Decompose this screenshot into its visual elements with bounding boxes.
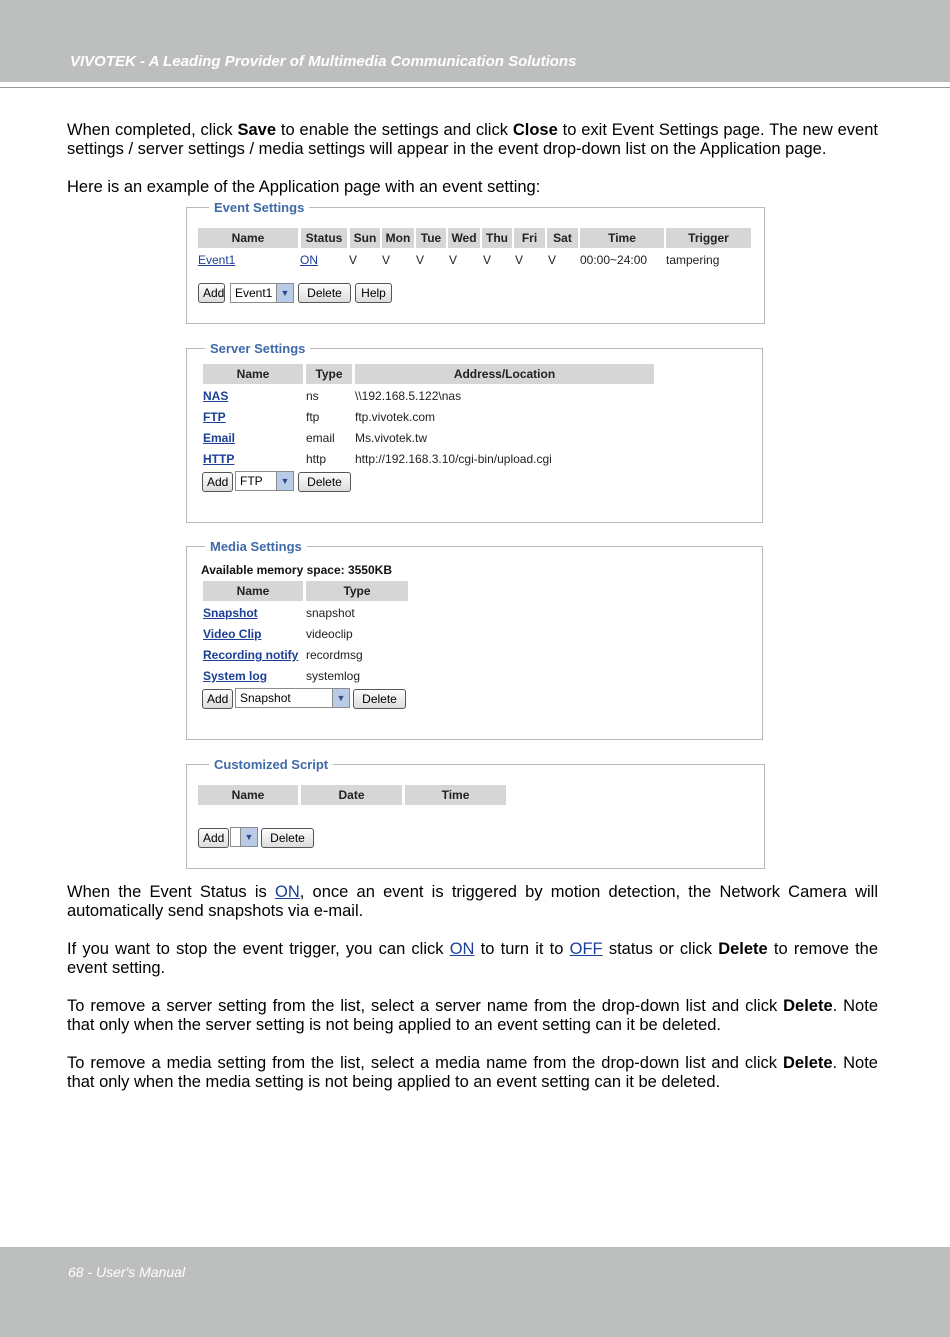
server-address: http://192.168.3.10/cgi-bin/upload.cgi [355, 452, 552, 466]
server-select[interactable] [235, 471, 294, 491]
col-header-date: Date [301, 785, 402, 805]
media-select[interactable] [235, 688, 350, 708]
script-add-button[interactable]: Add [198, 828, 229, 848]
example-caption: Here is an example of the Application page with an event setting: [67, 178, 541, 196]
media-name-link[interactable]: Video Clip [203, 627, 262, 641]
note-text: To remove a server setting from the list, select a server name from the drop-down list and click [67, 997, 784, 1015]
media-add-button[interactable]: Add [202, 689, 233, 709]
server-name-link[interactable]: Email [203, 431, 236, 445]
server-address: \\192.168.5.122\nas [355, 389, 462, 403]
intro-text-1: When completed, click [67, 121, 238, 139]
customized-script-title: Customized Script [214, 757, 329, 772]
col-header-status: Status [301, 228, 347, 248]
note-text: When the Event Status is [67, 883, 275, 901]
server-select-value: FTP [240, 474, 263, 488]
server-add-button[interactable]: Add [202, 472, 233, 492]
chevron-down-icon: ▼ [276, 472, 293, 490]
server-type: http [306, 452, 327, 466]
off-link[interactable]: OFF [569, 940, 603, 958]
delete-keyword: Delete [783, 1054, 833, 1072]
on-link[interactable]: ON [449, 940, 475, 958]
note-remove-media [67, 1054, 878, 1092]
media-name-link[interactable]: Recording notify [203, 648, 299, 662]
col-header-name: Name [198, 785, 298, 805]
day-tue: V [416, 253, 425, 267]
note-text: to turn it to [474, 940, 570, 958]
event-trigger: tampering [666, 253, 720, 267]
note-text: . Note that only when the server setting is not being applied to an event setting can it be deleted. [67, 997, 878, 1034]
note-remove-server [67, 997, 878, 1035]
day-mon: V [382, 253, 391, 267]
col-header-address: Address/Location [355, 364, 654, 384]
event-time: 00:00~24:00 [580, 253, 648, 267]
server-address: Ms.vivotek.tw [355, 431, 428, 445]
col-header-trigger: Trigger [666, 228, 751, 248]
day-thu: V [483, 253, 492, 267]
col-header-type: Type [306, 364, 352, 384]
script-select[interactable] [230, 827, 258, 847]
header-title: VIVOTEK - A Leading Provider of Multimedia Communication Solutions [70, 53, 577, 70]
col-header-sat: Sat [547, 228, 578, 248]
col-header-time: Time [405, 785, 506, 805]
col-header-wed: Wed [448, 228, 480, 248]
event-settings-title: Event Settings [214, 200, 305, 215]
day-sun: V [349, 253, 358, 267]
server-name-link[interactable]: HTTP [203, 452, 235, 466]
media-type: snapshot [306, 606, 355, 620]
col-header-name: Name [203, 364, 303, 384]
col-header-type: Type [306, 581, 408, 601]
media-select-value: Snapshot [240, 691, 291, 705]
event-select-value: Event1 [235, 286, 273, 300]
delete-keyword: Delete [783, 997, 833, 1015]
day-sat: V [548, 253, 557, 267]
event-delete-button[interactable]: Delete [298, 283, 351, 303]
col-header-fri: Fri [514, 228, 545, 248]
script-select-value [231, 830, 235, 844]
memory-info: Available memory space: 3550KB [201, 563, 392, 577]
server-type: ns [306, 389, 319, 403]
page-footer [0, 1247, 950, 1337]
note-text: , once an event is triggered by motion detection, the Network Camera will automatically send snapshots via e-mail. [67, 883, 878, 920]
col-header-mon: Mon [382, 228, 414, 248]
media-type: systemlog [306, 669, 361, 683]
note-text: status or click [602, 940, 719, 958]
media-delete-button[interactable]: Delete [353, 689, 406, 709]
note-text: If you want to stop the event trigger, you can click [67, 940, 450, 958]
event-add-button[interactable]: Add [198, 283, 225, 303]
note-text: To remove a media setting from the list, select a media name from the drop-down list and click [67, 1054, 784, 1072]
save-keyword: Save [237, 121, 277, 139]
col-header-tue: Tue [416, 228, 446, 248]
note-stop-trigger [67, 940, 878, 978]
event-status-link[interactable]: ON [300, 253, 318, 267]
day-fri: V [515, 253, 524, 267]
note-text: to remove the event setting. [67, 940, 879, 977]
intro-text-2: to enable the settings and click [276, 121, 513, 139]
close-keyword: Close [512, 121, 558, 139]
server-settings-title: Server Settings [210, 341, 306, 356]
server-type: ftp [306, 410, 320, 424]
chevron-down-icon: ▼ [240, 828, 257, 846]
event-select[interactable] [230, 283, 294, 303]
chevron-down-icon: ▼ [276, 284, 293, 302]
col-header-name: Name [198, 228, 298, 248]
event-help-button[interactable]: Help [355, 283, 392, 303]
col-header-time: Time [580, 228, 664, 248]
col-header-thu: Thu [482, 228, 512, 248]
day-wed: V [449, 253, 458, 267]
event-name-link[interactable]: Event1 [198, 253, 236, 267]
server-address: ftp.vivotek.com [355, 410, 436, 424]
on-link[interactable]: ON [275, 883, 300, 901]
media-name-link[interactable]: System log [203, 669, 268, 683]
intro-text-3: to exit Event Settings page. The new event settings / server settings / media settings will appear in the event drop-down list on the Application page. [67, 121, 878, 158]
page-header [0, 0, 950, 82]
media-settings-title: Media Settings [210, 539, 302, 554]
note-text: . Note that only when the media setting is not being applied to an event setting can it be deleted. [67, 1054, 878, 1091]
chevron-down-icon: ▼ [332, 689, 349, 707]
server-type: email [306, 431, 335, 445]
header-divider [0, 87, 950, 88]
intro-paragraph [67, 121, 878, 159]
server-name-link[interactable]: FTP [203, 410, 226, 424]
media-type: videoclip [306, 627, 353, 641]
delete-keyword: Delete [718, 940, 768, 958]
media-type: recordmsg [306, 648, 363, 662]
server-name-link[interactable]: NAS [203, 389, 229, 403]
note-event-status [67, 883, 878, 921]
col-header-sun: Sun [350, 228, 380, 248]
page-number: 68 - User's Manual [68, 1264, 186, 1280]
server-delete-button[interactable]: Delete [298, 472, 351, 492]
media-name-link[interactable]: Snapshot [203, 606, 258, 620]
col-header-name: Name [203, 581, 303, 601]
script-delete-button[interactable]: Delete [261, 828, 314, 848]
customized-script-panel [186, 757, 765, 869]
